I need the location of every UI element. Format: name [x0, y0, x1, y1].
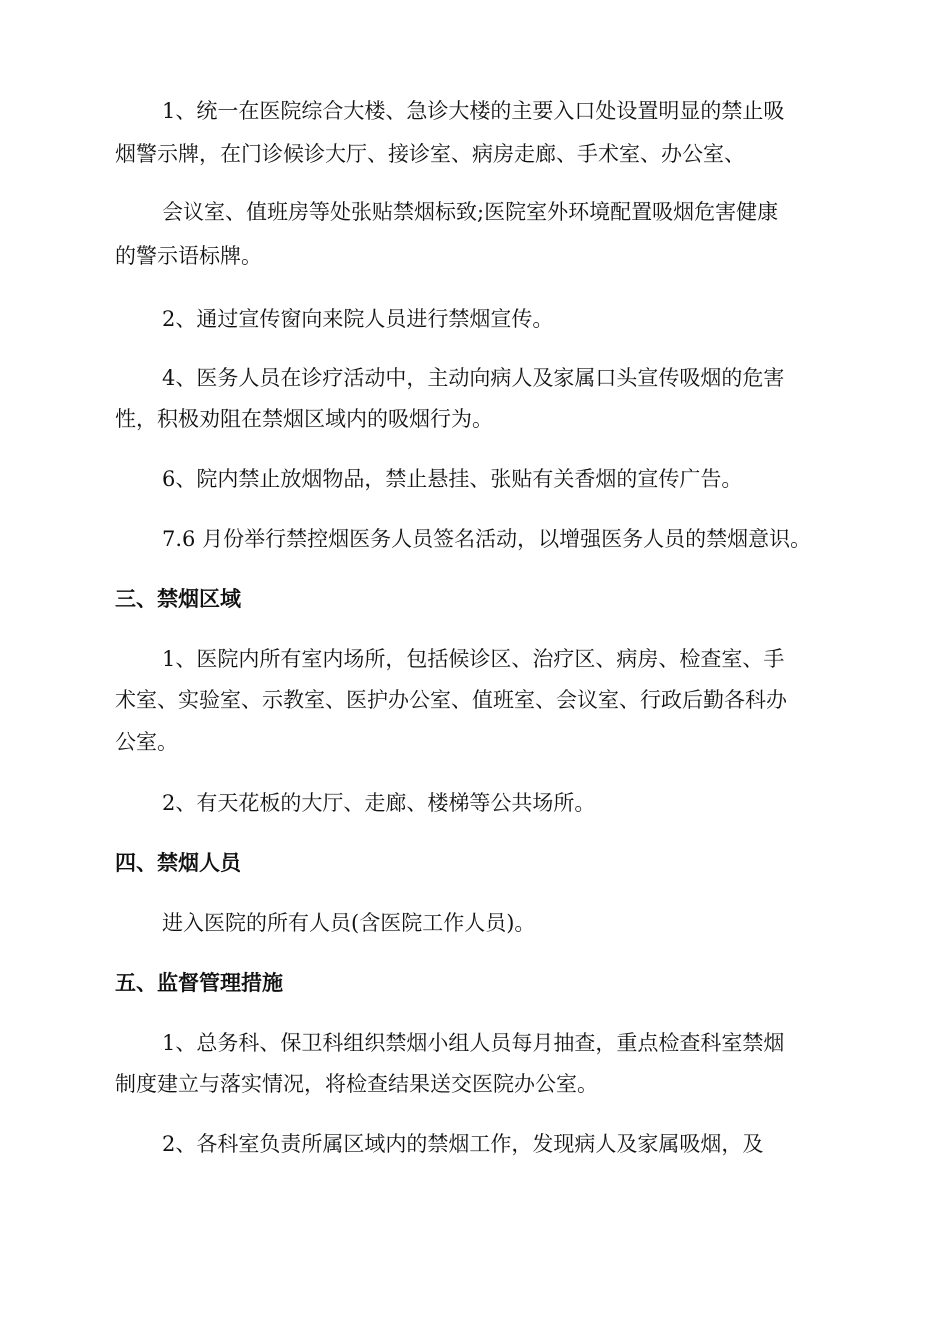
section-heading: 四、禁烟人员: [115, 850, 241, 875]
paragraph-line: 术室、实验室、示教室、医护办公室、值班室、会议室、行政后勤各科办: [115, 688, 787, 712]
paragraph-line: 1、统一在医院综合大楼、急诊大楼的主要入口处设置明显的禁止吸: [162, 99, 785, 123]
paragraph-line: 1、总务科、保卫科组织禁烟小组人员每月抽查，重点检查科室禁烟: [162, 1031, 785, 1055]
paragraph-line: 6、院内禁止放烟物品，禁止悬挂、张贴有关香烟的宣传广告。: [162, 467, 743, 491]
paragraph-line: 公室。: [115, 730, 178, 754]
paragraph-line: 7.6 月份举行禁控烟医务人员签名活动，以增强医务人员的禁烟意识。: [162, 527, 812, 551]
paragraph-line: 的警示语标牌。: [115, 244, 262, 268]
paragraph-line: 1、医院内所有室内场所，包括候诊区、治疗区、病房、检查室、手: [162, 647, 785, 671]
paragraph-line: 性，积极劝阻在禁烟区域内的吸烟行为。: [115, 407, 493, 431]
paragraph-line: 制度建立与落实情况，将检查结果送交医院办公室。: [115, 1072, 598, 1096]
paragraph-line: 2、通过宣传窗向来院人员进行禁烟宣传。: [162, 307, 554, 331]
section-heading: 五、监督管理措施: [115, 970, 283, 995]
section-heading: 三、禁烟区域: [115, 586, 241, 611]
paragraph-line: 2、有天花板的大厅、走廊、楼梯等公共场所。: [162, 791, 596, 815]
paragraph-line: 会议室、值班房等处张贴禁烟标致;医院室外环境配置吸烟危害健康: [162, 200, 779, 224]
paragraph-line: 烟警示牌，在门诊候诊大厅、接诊室、病房走廊、手术室、办公室、: [115, 142, 745, 166]
paragraph-line: 2、各科室负责所属区域内的禁烟工作，发现病人及家属吸烟，及: [162, 1132, 764, 1156]
paragraph-line: 进入医院的所有人员(含医院工作人员)。: [162, 911, 536, 935]
paragraph-line: 4、医务人员在诊疗活动中，主动向病人及家属口头宣传吸烟的危害: [162, 366, 785, 390]
